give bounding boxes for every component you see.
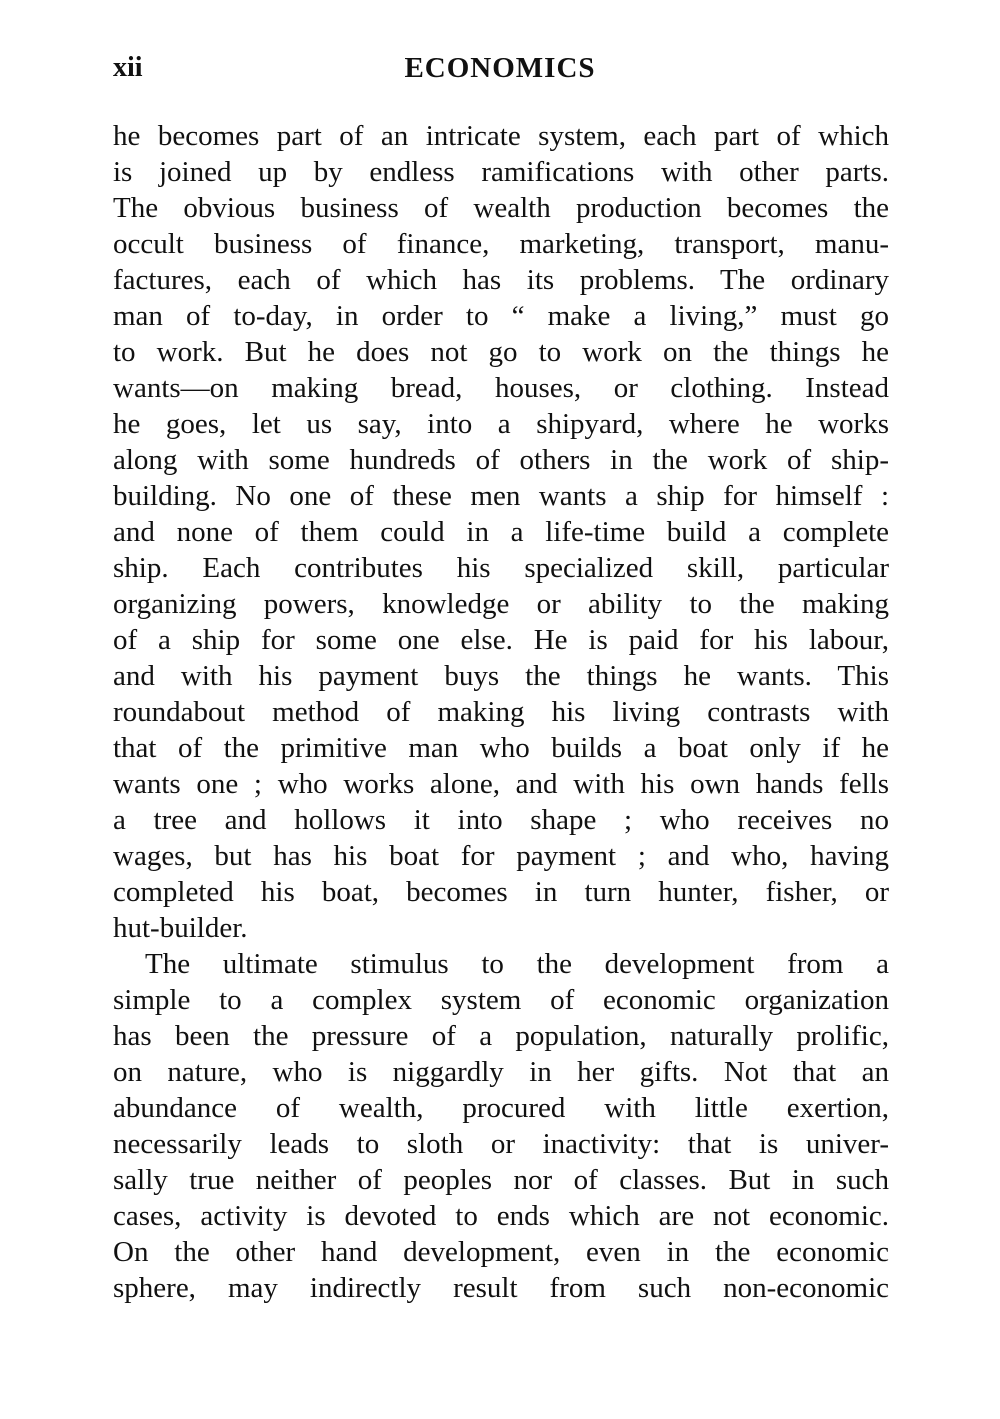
running-head	[113, 52, 887, 96]
text-line: he goes, let us say, into a shipyard, where he works	[113, 408, 889, 440]
text-line: ship. Each contributes his specialized skill, particular	[113, 552, 889, 584]
text-line: of a ship for some one else. He is paid for his labour,	[113, 624, 889, 656]
text-line: roundabout method of making his living contrasts with	[113, 696, 889, 728]
text-line: abundance of wealth, procured with little exertion,	[113, 1092, 889, 1124]
text-line: and with his payment buys the things he wants. This	[113, 660, 889, 692]
paragraph-1	[113, 118, 889, 946]
running-title: ECONOMICS	[404, 52, 596, 84]
text-line: on nature, who is niggardly in her gifts. Not that an	[113, 1056, 889, 1088]
text-line: that of the primitive man who builds a boat only if he	[113, 732, 889, 764]
text-line: cases, activity is devoted to ends which are not economic.	[113, 1200, 889, 1232]
text-line: man of to-day, in order to “ make a living,” must go	[113, 300, 889, 332]
text-line: a tree and hollows it into shape ; who receives no	[113, 804, 889, 836]
text-line: wants one ; who works alone, and with his own hands fells	[113, 768, 889, 800]
text-line: wants—on making bread, houses, or clothing. Instead	[113, 372, 889, 404]
text-line: wages, but has his boat for payment ; and who, having	[113, 840, 889, 872]
text-line: completed his boat, becomes in turn hunter, fisher, or	[113, 876, 889, 908]
text-line: has been the pressure of a population, naturally prolific,	[113, 1020, 889, 1052]
text-line: along with some hundreds of others in the work of ship-	[113, 444, 889, 476]
text-line: On the other hand development, even in the economic	[113, 1236, 889, 1268]
text-line: sally true neither of peoples nor of classes. But in such	[113, 1164, 889, 1196]
text-line: occult business of finance, marketing, transport, manu-	[113, 228, 889, 260]
text-line: necessarily leads to sloth or inactivity: that is univer-	[113, 1128, 889, 1160]
text-line: factures, each of which has its problems. The ordinary	[113, 264, 889, 296]
text-line: to work. But he does not go to work on the things he	[113, 336, 889, 368]
text-line: is joined up by endless ramifications with other parts.	[113, 156, 889, 188]
text-line: The ultimate stimulus to the development from a	[145, 948, 889, 980]
text-line: sphere, may indirectly result from such non-economic	[113, 1272, 889, 1304]
text-line: organizing powers, knowledge or ability to the making	[113, 588, 889, 620]
paragraph-2	[113, 946, 889, 1306]
text-line: hut-builder.	[113, 912, 248, 944]
text-line: The obvious business of wealth production becomes the	[113, 192, 889, 224]
text-line: simple to a complex system of economic organization	[113, 984, 889, 1016]
text-line: he becomes part of an intricate system, each part of which	[113, 120, 889, 152]
text-line: and none of them could in a life-time build a complete	[113, 516, 889, 548]
text-line: building. No one of these men wants a ship for himself :	[113, 480, 889, 512]
body-text	[113, 118, 889, 1306]
page-number: xii	[113, 52, 143, 83]
